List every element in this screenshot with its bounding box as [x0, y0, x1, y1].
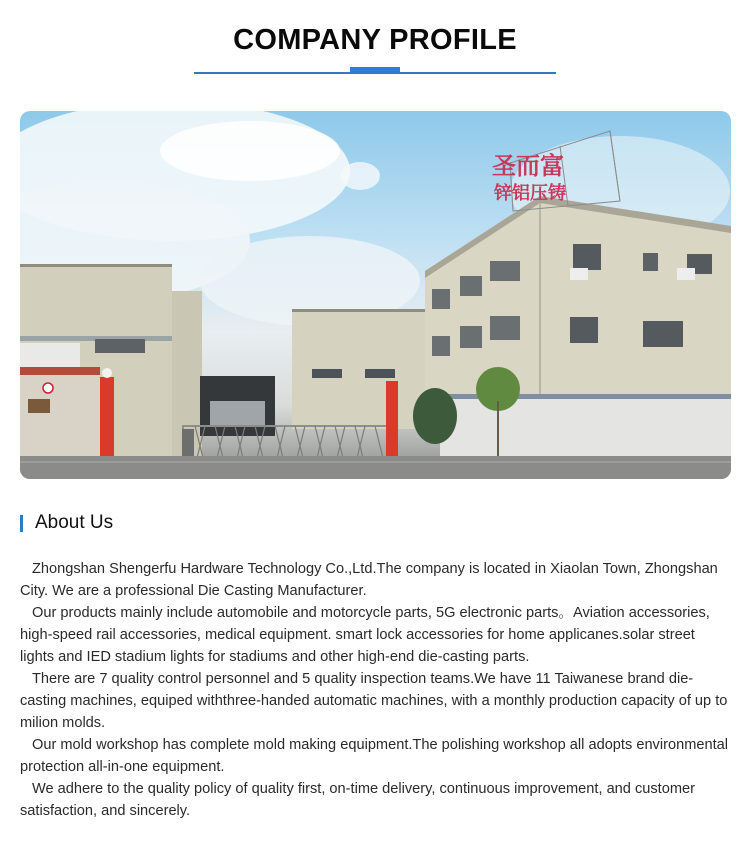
page-header — [0, 0, 750, 90]
title-divider-accent — [350, 67, 400, 73]
about-paragraph-4: Our mold workshop has complete mold making equipment.The polishing workshop all adopts environmental protection all-in-one equipment. — [20, 737, 728, 775]
about-paragraph-2: Our products mainly include automobile and motorcycle parts, 5G electronic parts。Aviation accessories, high-speed rail accessories, medical equipment. smart lock accessories for home applicanes.solar street lights and IED stadium lights for stadiums and other high-end die-casting parts. — [20, 605, 710, 665]
about-us-body — [20, 558, 732, 822]
factory-photo — [20, 111, 731, 479]
heading-accent-bar — [20, 515, 23, 532]
about-paragraph-1: Zhongshan Shengerfu Hardware Technology Co.,Ltd.The company is located in Xiaolan Town, Zhongshan City. We are a professional Die Casting Manufacturer. — [20, 561, 718, 599]
about-us-heading — [20, 511, 113, 535]
rooftop-sign-line-1: 圣而富 — [492, 153, 564, 180]
about-us-title: About Us — [35, 512, 114, 533]
about-paragraph-5: We adhere to the quality policy of quality first, on-time delivery, continuous improvement, and customer satisfaction, and sincerely. — [20, 781, 695, 819]
about-paragraph-3: There are 7 quality control personnel and 5 quality inspection teams.We have 11 Taiwanese brand die-casting machines, equiped withthree-handed automatic machines, with a monthly production capacity of up to milion molds. — [20, 671, 728, 731]
rooftop-sign-line-2: 锌铝压铸 — [494, 183, 566, 203]
page-title: COMPANY PROFILE — [233, 24, 517, 56]
